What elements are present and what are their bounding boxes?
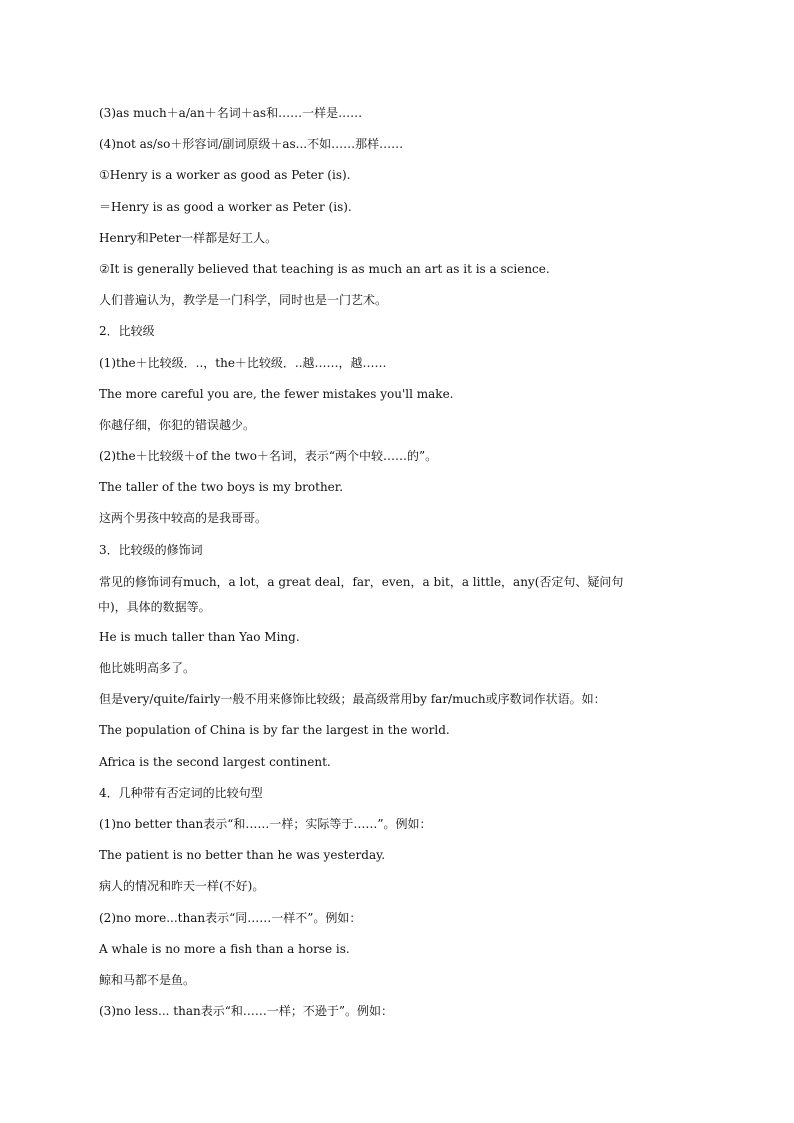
text-line: 他比姚明高多了。: [99, 661, 196, 675]
text-line: 人们普遍认为，教学是一门科学，同时也是一门艺术。: [99, 293, 388, 308]
section-heading: 2．比较级: [99, 324, 155, 339]
text-line: Africa is the second largest continent.: [99, 754, 331, 769]
text-line: 病人的情况和昨天一样(不好)。: [99, 879, 265, 894]
section-heading: 3．比较级的修饰词: [99, 542, 203, 557]
text-line: (4)not as/so＋形容词/副词原级＋as...不如……那样……: [99, 137, 404, 152]
text-line: ①Henry is a worker as good as Peter (is).: [99, 168, 351, 183]
section-heading: 4．几种带有否定词的比较句型: [99, 785, 263, 800]
text-line: Henry和Peter一样都是好工人。: [99, 230, 278, 245]
text-line: A whale is no more a fish than a horse is.: [99, 941, 350, 956]
text-line: 这两个男孩中较高的是我哥哥。: [99, 511, 268, 526]
text-line: (1)the＋比较级．..，the＋比较级．..越……，越……: [99, 355, 387, 370]
paragraph-line: 中)，具体的数据等。: [98, 599, 211, 614]
text-line: ＝Henry is as good a worker as Peter (is).: [99, 199, 352, 214]
text-line: 鲸和马都不是鱼。: [99, 972, 196, 987]
text-line: (3)as much＋a/an＋名词＋as和……一样是……: [99, 106, 363, 120]
text-line: (3)no less... than表示“和……一样；不逊于”。例如：: [99, 1004, 393, 1019]
text-line: The population of China is by far the largest in the world.: [99, 723, 450, 738]
text-line: (2)no more...than表示“同……一样不”。例如：: [99, 910, 362, 925]
text-line: The more careful you are, the fewer mistakes you'll make.: [99, 386, 454, 401]
text-line: 但是very/quite/fairly一般不用来修饰比较级；最高级常用by far/much或序数词作状语。如：: [99, 692, 606, 707]
text-line: The taller of the two boys is my brother.: [99, 480, 344, 495]
text-line: 你越仔细，你犯的错误越少。: [99, 417, 256, 432]
text-line: He is much taller than Yao Ming.: [99, 629, 300, 644]
text-line: (1)no better than表示“和……一样；实际等于……”。例如：: [99, 816, 432, 831]
text-line: (2)the＋比较级＋of the two＋名词，表示“两个中较……的”。: [99, 449, 438, 464]
paragraph-modifiers: [99, 566, 724, 622]
text-line: The patient is no better than he was yesterday.: [99, 848, 386, 863]
text-line: ②It is generally believed that teaching is as much an art as it is a science.: [99, 261, 550, 276]
paragraph-line: 常见的修饰词有much，a lot，a great deal，far，even，a bit，a little，any(否定句、疑问句: [99, 574, 624, 589]
